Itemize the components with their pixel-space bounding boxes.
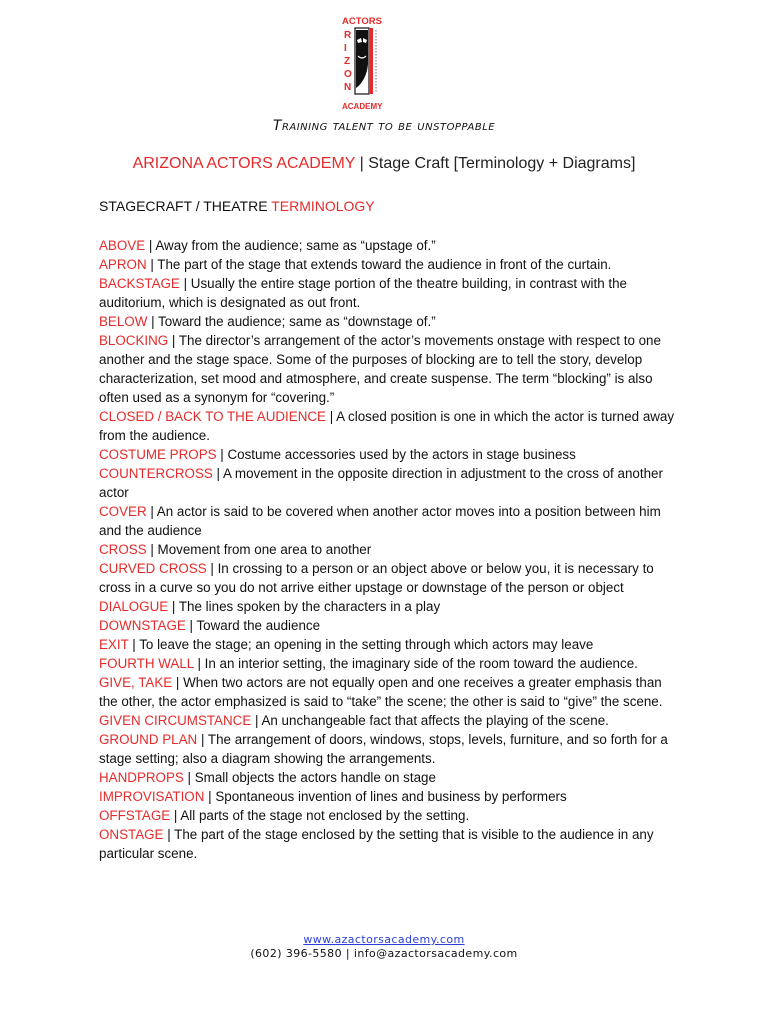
logo-letter: N (344, 82, 352, 93)
logo-word-actors: ACTORS (342, 16, 382, 27)
term-label: COVER (99, 504, 147, 519)
term-label: CLOSED / BACK TO THE AUDIENCE (99, 409, 326, 424)
contact-line (0, 947, 768, 961)
term-entry (99, 768, 679, 787)
term-definition: | The director’s arrangement of the actor’s movements onstage with respect to one another and the stage space. Some of the purposes of blocking are to tell the story, develop characterization, set mood and atmosphere, and create suspense. The term “blocking” is also often used as a synonym for “covering.” (99, 333, 661, 405)
term-label: FOURTH WALL (99, 656, 194, 671)
term-label: APRON (99, 257, 147, 272)
term-definition: | All parts of the stage not enclosed by the setting. (170, 808, 470, 823)
term-entry (99, 635, 679, 654)
phone-number: (602) 396-5580 (250, 947, 342, 960)
term-label: CROSS (99, 542, 147, 557)
term-label: COSTUME PROPS (99, 447, 217, 462)
term-label: IMPROVISATION (99, 789, 205, 804)
section-heading (99, 198, 375, 214)
term-entry (99, 274, 679, 312)
term-entry (99, 597, 679, 616)
terminology-list (99, 236, 679, 863)
term-definition: | To leave the stage; an opening in the setting through which actors may leave (128, 637, 594, 652)
term-definition: | Movement from one area to another (146, 542, 372, 557)
term-entry (99, 502, 679, 540)
term-label: ABOVE (99, 238, 146, 253)
term-entry (99, 445, 679, 464)
logo-word-academy: ACADEMY (342, 102, 383, 111)
term-entry (99, 787, 679, 806)
contact-separator: | (341, 947, 354, 960)
term-entry (99, 236, 679, 255)
term-definition: | In an interior setting, the imaginary side of the room toward the audience. (193, 656, 638, 671)
logo-letter: O (344, 69, 352, 80)
term-definition: | In crossing to a person or an object above or below you, it is necessary to cross in a curve so you do not arrive either upstage or downstage of the person or object (99, 561, 654, 595)
term-label: GROUND PLAN (99, 732, 198, 747)
term-entry (99, 711, 679, 730)
term-label: BLOCKING (99, 333, 169, 348)
term-entry (99, 559, 679, 597)
term-definition: | The arrangement of doors, windows, stops, levels, furniture, and so forth for a stage setting; also a diagram showing the arrangements. (99, 732, 668, 766)
logo-letter: I (344, 43, 347, 54)
title-subtitle: | Stage Craft [Terminology + Diagrams] (355, 155, 636, 172)
email-address[interactable]: info@azactorsacademy.com (353, 947, 518, 960)
term-definition: | When two actors are not equally open and one receives a greater emphasis than the other, the actor emphasized is said to “take” the scene; the other is said to “give” the scene. (99, 675, 663, 709)
term-definition: | An actor is said to be covered when another actor moves into a position between him and the audience (99, 504, 661, 538)
logo-letter: Z (344, 56, 351, 67)
term-definition: | Toward the audience; same as “downstage of.” (147, 314, 436, 329)
term-entry (99, 312, 679, 331)
term-definition: | The part of the stage enclosed by the setting that is visible to the audience in any particular scene. (99, 827, 654, 861)
term-entry (99, 407, 679, 445)
logo-side-letters (344, 30, 352, 93)
term-entry (99, 730, 679, 768)
term-label: DIALOGUE (99, 599, 169, 614)
academy-logo (340, 14, 388, 112)
term-label: OFFSTAGE (99, 808, 171, 823)
term-definition: | Away from the audience; same as “upstage of.” (145, 238, 436, 253)
tagline: Training talent to be unstoppable (272, 118, 496, 134)
term-definition: | The part of the stage that extends toward the audience in front of the curtain. (146, 257, 612, 272)
term-label: ONSTAGE (99, 827, 164, 842)
section-heading-prefix: STAGECRAFT / THEATRE (99, 198, 272, 214)
term-entry (99, 464, 679, 502)
term-entry (99, 540, 679, 559)
footer (0, 933, 768, 961)
term-label: BELOW (99, 314, 148, 329)
section-heading-highlight: TERMINOLOGY (271, 198, 375, 214)
page-title (0, 155, 768, 173)
term-definition: | An unchangeable fact that affects the playing of the scene. (251, 713, 609, 728)
term-label: GIVE, TAKE (99, 675, 173, 690)
term-label: HANDPROPS (99, 770, 184, 785)
term-definition: | The lines spoken by the characters in a play (168, 599, 441, 614)
term-label: BACKSTAGE (99, 276, 180, 291)
term-definition: | Small objects the actors handle on stage (183, 770, 436, 785)
term-entry (99, 616, 679, 635)
term-label: DOWNSTAGE (99, 618, 186, 633)
term-definition: | Usually the entire stage portion of the theatre building, in contrast with the auditorium, which is designated as out front. (99, 276, 627, 310)
term-label: CURVED CROSS (99, 561, 207, 576)
term-entry (99, 255, 679, 274)
term-definition: | Spontaneous invention of lines and business by performers (204, 789, 567, 804)
term-entry (99, 825, 679, 863)
term-entry (99, 806, 679, 825)
term-entry (99, 673, 679, 711)
term-label: GIVEN CIRCUMSTANCE (99, 713, 252, 728)
logo-letter: R (344, 30, 352, 41)
term-label: EXIT (99, 637, 129, 652)
title-brand: ARIZONA ACTORS ACADEMY (132, 155, 356, 172)
term-entry (99, 654, 679, 673)
logo-graphic (340, 14, 388, 112)
website-link[interactable]: www.azactorsacademy.com (303, 933, 465, 946)
term-label: COUNTERCROSS (99, 466, 213, 481)
term-entry (99, 331, 679, 407)
term-definition: | Costume accessories used by the actors in stage business (216, 447, 576, 462)
term-definition: | A closed position is one in which the actor is turned away from the audience. (99, 409, 675, 443)
term-definition: | Toward the audience (185, 618, 321, 633)
term-definition: | A movement in the opposite direction in adjustment to the cross of another actor (99, 466, 663, 500)
